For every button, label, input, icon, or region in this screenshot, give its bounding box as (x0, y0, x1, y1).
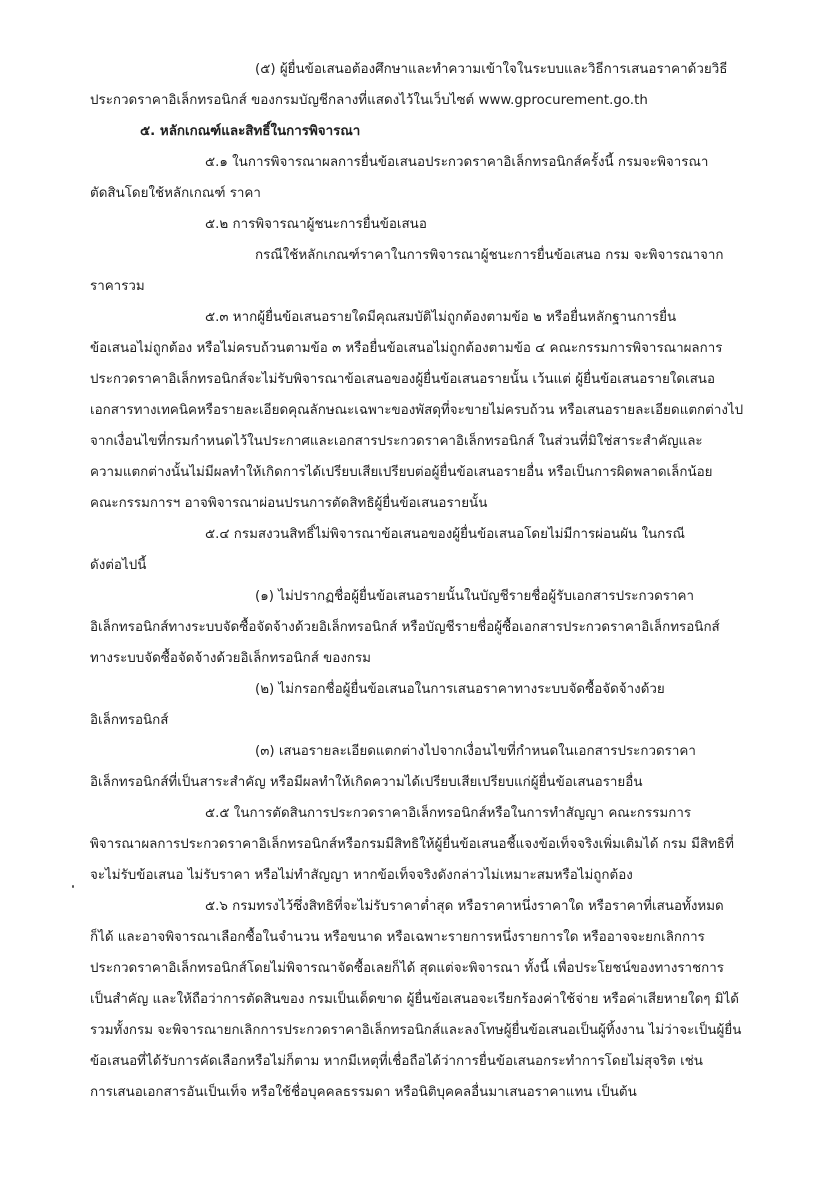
clause-5-4-item-1-line-2: อิเล็กทรอนิกส์ทางระบบจัดซื้อจัดจ้างด้วยอิเล็กทรอนิกส์ หรือบัญชีรายชื่อผู้ซื้อเอกสารประกวดราคาอิเล็กทรอนิกส์ (90, 620, 720, 635)
clause-5-5-line-1: ๕.๕ ในการตัดสินการประกวดราคาอิเล็กทรอนิกส์หรือในการทำสัญญา คณะกรรมการ (205, 806, 692, 821)
clause-5-4-line-1: ๕.๔ กรมสงวนสิทธิ์ไม่พิจารณาข้อเสนอของผู้ยื่นข้อเสนอโดยไม่มีการผ่อนผัน ในกรณี (205, 527, 685, 542)
scan-speck-mark (72, 885, 74, 888)
clause-5-6-line-5: รวมทั้งกรม จะพิจารณายกเลิกการประกวดราคาอิเล็กทรอนิกส์และลงโทษผู้ยื่นข้อเสนอเป็นผู้ทิ้งงาน ไม่ว่าจะเป็นผู้ยื่น (90, 1023, 742, 1038)
clause-5-3-line-4: เอกสารทางเทคนิคหรือรายละเอียดคุณลักษณะเฉพาะของพัสดุที่จะขายไม่ครบถ้วน หรือเสนอรายละเอียดแตกต่างไป (90, 403, 744, 418)
clause-5-3-line-7: คณะกรรมการฯ อาจพิจารณาผ่อนปรนการตัดสิทธิผู้ยื่นข้อเสนอรายนั้น (90, 496, 488, 511)
clause-5-3-line-2: ข้อเสนอไม่ถูกต้อง หรือไม่ครบถ้วนตามข้อ ๓ หรือยื่นข้อเสนอไม่ถูกต้องตามข้อ ๔ คณะกรรมการพิจารณาผลการ (90, 341, 723, 356)
clause-5-3-line-1: ๕.๓ หากผู้ยื่นข้อเสนอรายใดมีคุณสมบัติไม่ถูกต้องตามข้อ ๒ หรือยื่นหลักฐานการยื่น (205, 310, 677, 325)
clause-5-3-line-6: ความแตกต่างนั้นไม่มีผลทำให้เกิดการได้เปรียบเสียเปรียบต่อผู้ยื่นข้อเสนอรายอื่น หรือเป็นการผิดพลาดเล็กน้อย (90, 465, 713, 480)
clause-5-2-line-2: กรณีใช้หลักเกณฑ์ราคาในการพิจารณาผู้ชนะการยื่นข้อเสนอ กรม จะพิจารณาจาก (255, 248, 724, 263)
clause-4-5-line-1: (๕) ผู้ยื่นข้อเสนอต้องศึกษาและทำความเข้าใจในระบบและวิธีการเสนอราคาด้วยวิธี (255, 62, 728, 77)
clause-5-2-line-3: ราคารวม (90, 279, 145, 294)
clause-5-6-line-6: ข้อเสนอที่ได้รับการคัดเลือกหรือไม่ก็ตาม หากมีเหตุที่เชื่อถือได้ว่าการยื่นข้อเสนอกระทำการโดยไม่สุจริต เช่น (90, 1054, 703, 1069)
clause-5-1-line-1: ๕.๑ ในการพิจารณาผลการยื่นข้อเสนอประกวดราคาอิเล็กทรอนิกส์ครั้งนี้ กรมจะพิจารณา (205, 155, 709, 170)
clause-5-4-item-1-line-1: (๑) ไม่ปรากฏชื่อผู้ยื่นข้อเสนอรายนั้นในบัญชีรายชื่อผู้รับเอกสารประกวดราคา (255, 589, 694, 604)
clause-5-3-line-3: ประกวดราคาอิเล็กทรอนิกส์จะไม่รับพิจารณาข้อเสนอของผู้ยื่นข้อเสนอรายนั้น เว้นแต่ ผู้ยื่นข้อเสนอรายใดเสนอ (90, 372, 715, 387)
clause-5-5-line-2: พิจารณาผลการประกวดราคาอิเล็กทรอนิกส์หรือกรมมีสิทธิให้ผู้ยื่นข้อเสนอชี้แจงข้อเท็จจริงเพิ่มเติมได้ กรม มีสิทธิที่ (90, 837, 734, 852)
clause-5-4-item-3-line-1: (๓) เสนอรายละเอียดแตกต่างไปจากเงื่อนไขที่กำหนดในเอกสารประกวดราคา (255, 744, 696, 759)
clause-5-4-line-2: ดังต่อไปนี้ (90, 558, 147, 573)
clause-5-5-line-3: จะไม่รับข้อเสนอ ไม่รับราคา หรือไม่ทำสัญญา หากข้อเท็จจริงดังกล่าวไม่เหมาะสมหรือไม่ถูกต้อง (90, 868, 633, 883)
clause-5-4-item-3-line-2: อิเล็กทรอนิกส์ที่เป็นสาระสำคัญ หรือมีผลทำให้เกิดความได้เปรียบเสียเปรียบแก่ผู้ยื่นข้อเสนอรายอื่น (90, 775, 643, 790)
clause-5-4-item-2-line-2: อิเล็กทรอนิกส์ (90, 713, 169, 728)
clause-5-2-line-1: ๕.๒ การพิจารณาผู้ชนะการยื่นข้อเสนอ (205, 217, 427, 232)
clause-5-4-item-2-line-1: (๒) ไม่กรอกชื่อผู้ยื่นข้อเสนอในการเสนอราคาทางระบบจัดซื้อจัดจ้างด้วย (255, 682, 665, 697)
section-5-heading: ๕. หลักเกณฑ์และสิทธิ์ในการพิจารณา (140, 124, 361, 139)
clause-5-3-line-5: จากเงื่อนไขที่กรมกำหนดไว้ในประกาศและเอกสารประกวดราคาอิเล็กทรอนิกส์ ในส่วนที่มิใช่สาระสำคัญและ (90, 434, 703, 449)
clause-5-1-line-2: ตัดสินโดยใช้หลักเกณฑ์ ราคา (90, 186, 261, 201)
clause-5-6-line-3: ประกวดราคาอิเล็กทรอนิกส์โดยไม่พิจารณาจัดซื้อเลยก็ได้ สุดแต่จะพิจารณา ทั้งนี้ เพื่อประโยชน์ของทางราชการ (90, 961, 724, 976)
clause-4-5-line-2: ประกวดราคาอิเล็กทรอนิกส์ ของกรมบัญชีกลางที่แสดงไว้ในเว็บไซต์ www.gprocurement.go.th (90, 93, 648, 108)
clause-5-4-item-1-line-3: ทางระบบจัดซื้อจัดจ้างด้วยอิเล็กทรอนิกส์ ของกรม (90, 651, 371, 666)
clause-5-6-line-2: ก็ได้ และอาจพิจารณาเลือกซื้อในจำนวน หรือขนาด หรือเฉพาะรายการหนึ่งรายการใด หรืออาจจะยกเลิกการ (90, 930, 705, 945)
clause-5-6-line-4: เป็นสำคัญ และให้ถือว่าการตัดสินของ กรมเป็นเด็ดขาด ผู้ยื่นข้อเสนอจะเรียกร้องค่าใช้จ่าย หรือค่าเสียหายใดๆ มิได้ (90, 992, 739, 1007)
clause-5-6-line-7: การเสนอเอกสารอันเป็นเท็จ หรือใช้ชื่อบุคคลธรรมดา หรือนิติบุคคลอื่นมาเสนอราคาแทน เป็นต้น (90, 1085, 637, 1100)
clause-5-6-line-1: ๕.๖ กรมทรงไว้ซึ่งสิทธิที่จะไม่รับราคาต่ำสุด หรือราคาหนึ่งราคาใด หรือราคาที่เสนอทั้งหมด (205, 899, 724, 914)
